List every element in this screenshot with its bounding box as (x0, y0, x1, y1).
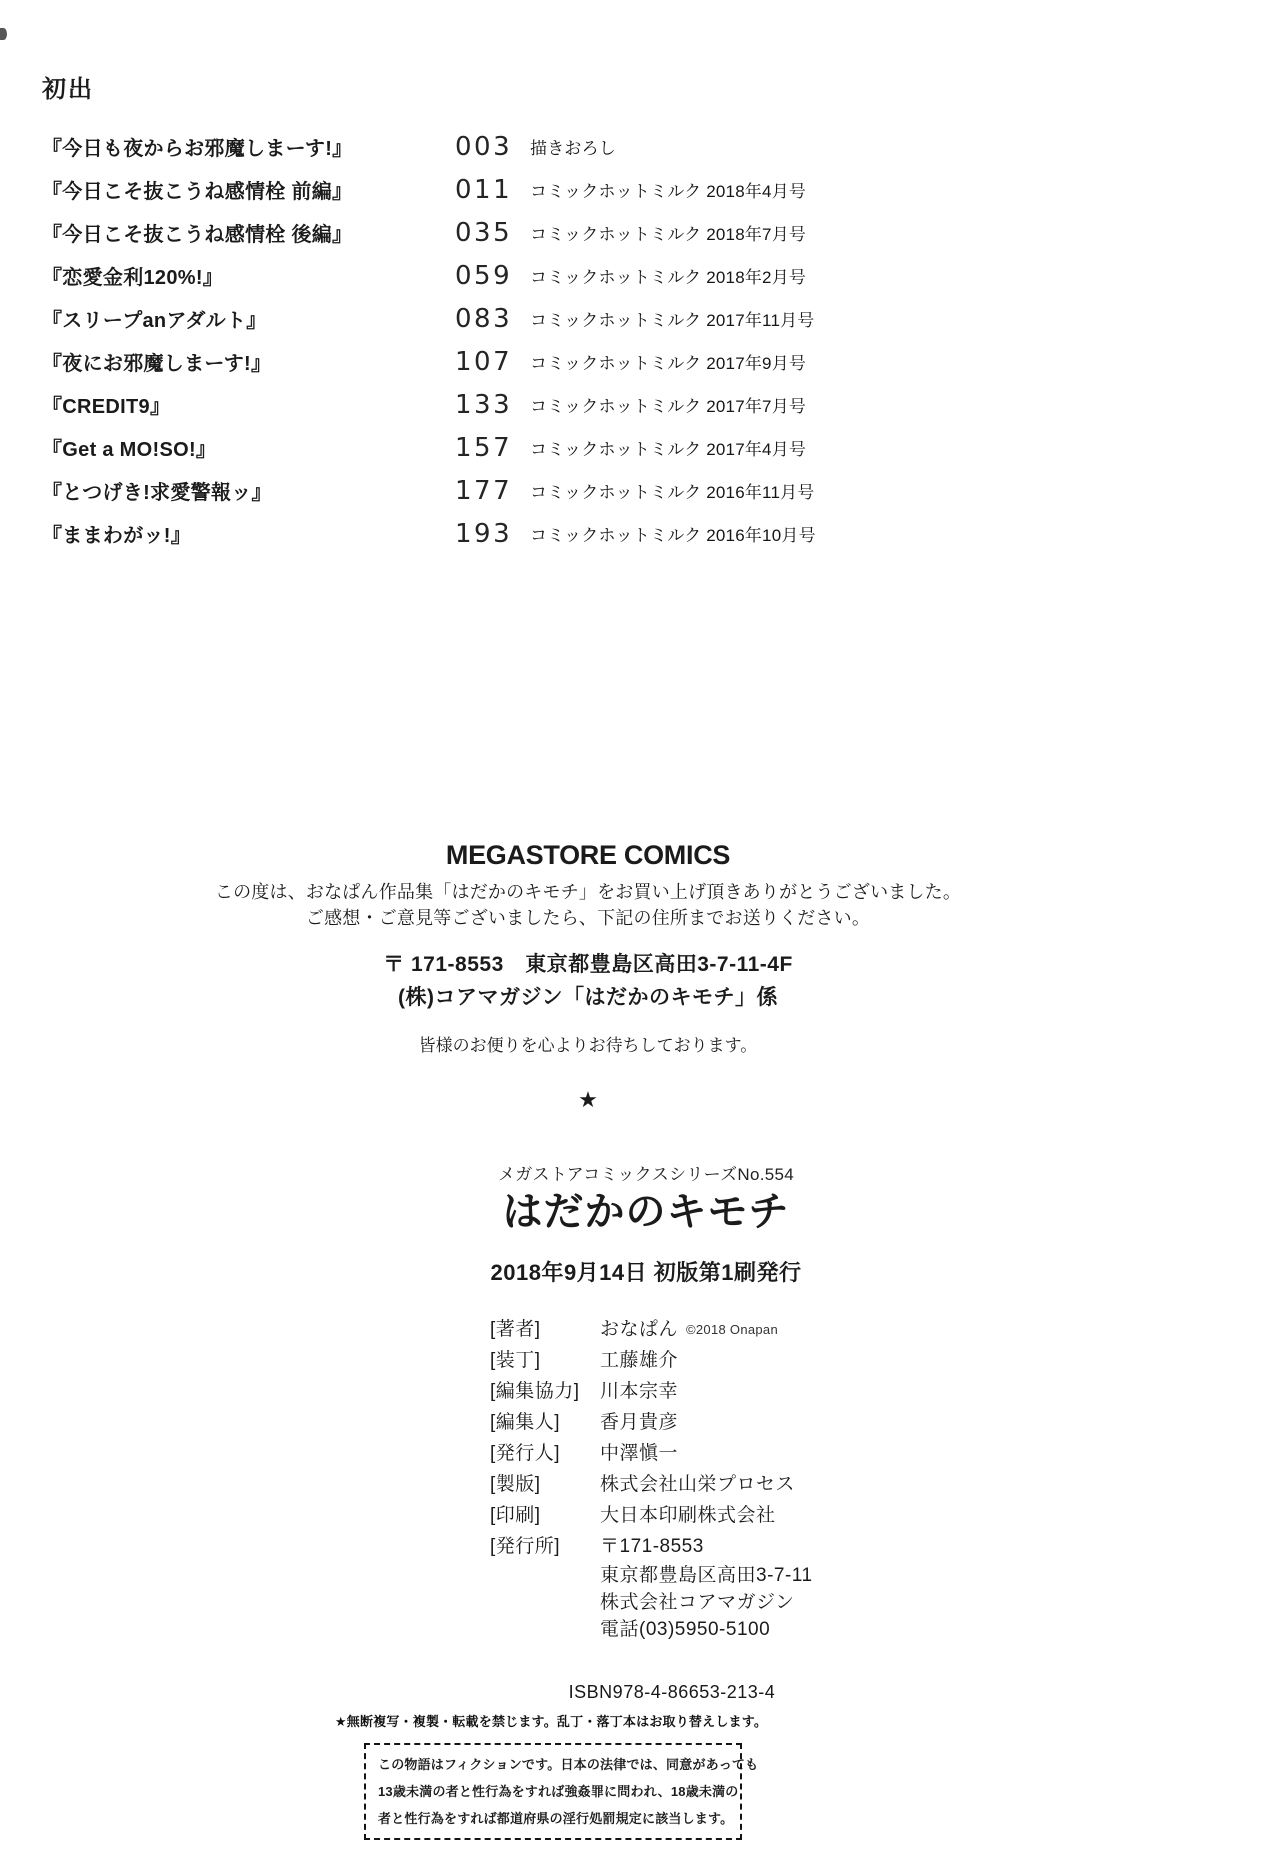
list-item (42, 297, 1260, 340)
copyright-warning: ★無断複写・複製・転載を禁じます。乱丁・落丁本はお取り替えします。 (334, 1714, 768, 1729)
list-item (42, 254, 1260, 297)
credit-row-printing (490, 1500, 813, 1531)
credit-row-plate-making (490, 1469, 813, 1500)
chapter-title: 『Get a MO!SO!』 (42, 439, 217, 461)
chapter-page-number: 003 (455, 131, 513, 162)
credit-label: [著者] (490, 1319, 541, 1340)
disclaimer-line: 者と性行為をすれば都道府県の淫行処罰規定に該当します。 (378, 1811, 734, 1826)
credit-value: 大日本印刷株式会社 (600, 1505, 776, 1526)
credit-value: おなぱん (600, 1319, 679, 1340)
credit-row-publisher-person (490, 1438, 813, 1469)
chapter-page-number: 177 (455, 475, 513, 506)
chapter-source: 描きおろし (530, 139, 616, 158)
publisher-address-block (600, 1562, 813, 1643)
credit-value: 株式会社山栄プロセス (600, 1474, 796, 1495)
chapter-title: 『CREDIT9』 (42, 396, 171, 418)
disclaimer-line: この物語はフィクションです。日本の法律では、同意があっても (378, 1757, 759, 1772)
first-publication-list (42, 125, 1260, 555)
first-publication-section (42, 74, 1260, 549)
credit-row-publisher-office (490, 1531, 813, 1643)
list-item (42, 383, 1260, 426)
chapter-page-number: 059 (455, 260, 513, 291)
first-publication-heading: 初出 (42, 76, 94, 103)
credit-row-design (490, 1345, 813, 1376)
book-title: はだかのキモチ (502, 1190, 790, 1234)
list-item (42, 469, 1260, 512)
chapter-source: コミックホットミルク 2018年4月号 (530, 182, 807, 201)
list-item (42, 211, 1260, 254)
chapter-page-number: 157 (455, 432, 513, 463)
credit-value: 工藤雄介 (600, 1350, 679, 1371)
chapter-title: 『とつげき!求愛警報ッ』 (42, 482, 272, 504)
credit-label: [装丁] (490, 1350, 541, 1371)
isbn-number: ISBN978-4-86653-213-4 (568, 1682, 776, 1702)
fiction-disclaimer-box (364, 1743, 759, 1840)
chapter-page-number: 133 (455, 389, 513, 420)
chapter-source: コミックホットミルク 2018年2月号 (530, 268, 807, 287)
list-item (42, 168, 1260, 211)
list-item (42, 426, 1260, 469)
chapter-source: コミックホットミルク 2017年9月号 (530, 354, 807, 373)
chapter-source: コミックホットミルク 2016年10月号 (530, 526, 816, 545)
credit-label: [印刷] (490, 1505, 541, 1526)
print-edition-info: 2018年9月14日 初版第1刷発行 (490, 1260, 802, 1285)
chapter-title: 『ままわがッ!』 (42, 525, 192, 547)
chapter-title: 『夜にお邪魔しまーす!』 (42, 353, 272, 375)
publisher-note-section (0, 839, 1228, 1113)
mail-address-line2: (株)コアマガジン「はだかのキモチ」係 (398, 986, 778, 1009)
scan-artifact (0, 28, 7, 40)
credit-row-editor (490, 1407, 813, 1438)
chapter-page-number: 083 (455, 303, 513, 334)
chapter-page-number: 193 (455, 518, 513, 549)
credit-label: [編集協力] (490, 1381, 580, 1402)
copyright-note: ©2018 Onapan (686, 1322, 778, 1337)
closing-message: 皆様のお便りを心よりお待ちしております。 (418, 1036, 758, 1055)
chapter-page-number: 035 (455, 217, 513, 248)
disclaimer-line: 13歳未満の者と性行為をすれば強姦罪に問われ、18歳未満の (378, 1784, 739, 1799)
chapter-source: コミックホットミルク 2016年11月号 (530, 483, 815, 502)
chapter-page-number: 107 (455, 346, 513, 377)
chapter-page-number: 011 (455, 174, 513, 205)
chapter-source: コミックホットミルク 2017年11月号 (530, 311, 815, 330)
credit-label: [発行所] (490, 1536, 561, 1557)
chapter-title: 『恋愛金利120%!』 (42, 267, 224, 289)
credit-label: [発行人] (490, 1443, 561, 1464)
publisher-company: 株式会社コアマガジン (600, 1592, 795, 1613)
publisher-phone: 電話(03)5950-5100 (600, 1619, 771, 1640)
star-icon: ★ (578, 1087, 598, 1112)
list-item (42, 512, 1260, 555)
mail-address-line1: 〒 171-8553 東京都豊島区高田3-7-11-4F (383, 953, 793, 976)
thanks-message-line1: この度は、おなぱん作品集「はだかのキモチ」をお買い上げ頂きありがとうございました。 (214, 882, 962, 902)
series-number: メガストアコミックスシリーズNo.554 (497, 1165, 795, 1184)
credit-label: [編集人] (490, 1412, 561, 1433)
credit-row-author (490, 1314, 813, 1345)
credit-row-editing-support (490, 1376, 813, 1407)
credit-value: 川本宗幸 (600, 1381, 679, 1402)
credit-value: 中澤愼一 (600, 1443, 679, 1464)
credit-label: [製版] (490, 1474, 541, 1495)
chapter-title: 『スリープanアダルト』 (42, 310, 267, 332)
credit-value: 香月貴彦 (600, 1412, 679, 1433)
chapter-source: コミックホットミルク 2017年4月号 (530, 440, 807, 459)
credits-table (490, 1314, 813, 1643)
list-item (42, 125, 1260, 168)
thanks-message-line2: ご感想・ご意見等ございましたら、下記の住所までお送りください。 (305, 908, 871, 928)
list-item (42, 340, 1260, 383)
chapter-source: コミックホットミルク 2018年7月号 (530, 225, 807, 244)
chapter-title: 『今日も夜からお邪魔しまーす!』 (42, 138, 353, 160)
publisher-postal-code: 〒171-8553 (600, 1536, 704, 1557)
chapter-source: コミックホットミルク 2017年7月号 (530, 397, 807, 416)
brand-logo-text: MEGASTORE COMICS (445, 840, 731, 870)
chapter-title: 『今日こそ抜こうね感情栓 後編』 (42, 224, 353, 246)
publisher-address: 東京都豊島区高田3-7-11 (600, 1565, 813, 1586)
colophon-header (6, 1162, 1280, 1288)
chapter-title: 『今日こそ抜こうね感情栓 前編』 (42, 181, 353, 203)
